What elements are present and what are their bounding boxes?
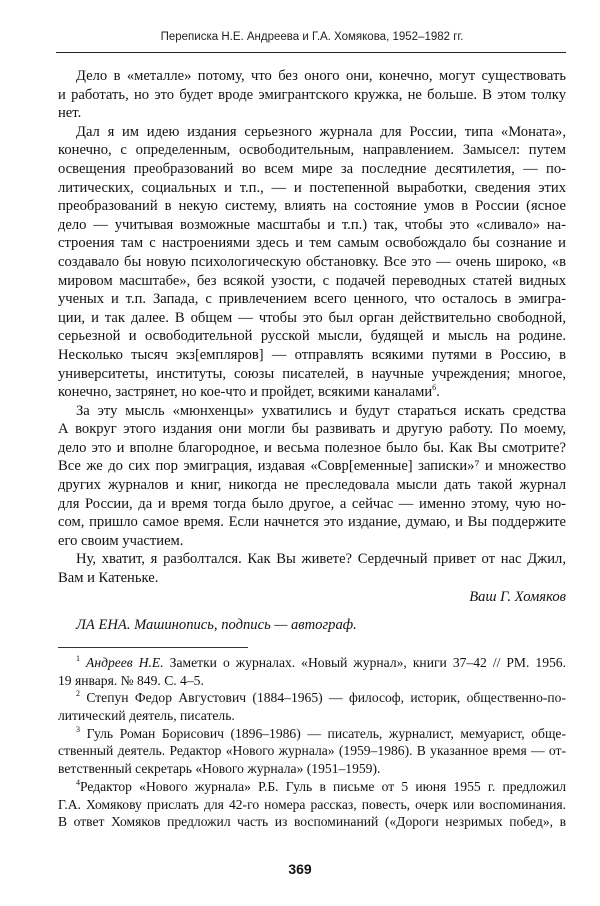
footnote	[58, 778, 566, 831]
text-line	[58, 327, 566, 346]
footnote-author: Андреев Н.Е.	[86, 655, 164, 670]
text-line	[58, 439, 566, 458]
text-line	[58, 197, 566, 216]
line-text: А вокруг этого издания они могли бы развивать и другую работу. По моему,	[58, 421, 566, 438]
line-text: дело это и вполне благородное, и весьма полезное было бы. Как Вы смотрите?	[58, 439, 566, 456]
text-line	[58, 346, 566, 365]
text-line	[58, 402, 566, 421]
footnote	[58, 689, 566, 724]
letter-body	[58, 67, 566, 635]
footnote-reference[interactable]: 6	[432, 383, 437, 393]
footnote-text: Заметки о журналах. «Новый журнал», книги 37–42 // РМ. 1956.	[163, 655, 567, 670]
line-text: Вам и Катеньке.	[58, 570, 159, 587]
footnote-text: Гуль Роман Борисович (1896–1986) — писатель, журналист, мемуарист, обще-	[80, 725, 566, 741]
text-line	[58, 309, 566, 328]
footnote	[58, 654, 566, 689]
footnote-line	[58, 689, 566, 707]
text-line	[58, 234, 566, 253]
line-text: Дело в «металле» потому, что без оного они, конечно, могут существовать	[76, 68, 566, 84]
text-line	[58, 420, 566, 439]
line-text: освещения преобразований во всем мире за последние десятилетия, — по-	[58, 160, 566, 177]
text-line	[58, 86, 566, 105]
footnote-number: 1	[76, 654, 80, 663]
line-text: конечно, с определенным, освободительным, направлением. Замысел: путем	[58, 142, 566, 159]
line-text: преобразований в некую систему, влиять на состояние умов в России (ясное	[58, 198, 566, 215]
paragraph	[58, 402, 566, 551]
line-text: Ну, хватит, я разболтался. Как Вы живете? Сердечный привет от нас Джил,	[76, 551, 566, 568]
text-line	[58, 550, 566, 569]
footnote-text: В ответ Хомяков предложил часть из воспоминаний («Дороги незримых побед», в	[58, 814, 566, 830]
line-text: За эту мысль «мюнхенцы» ухватились и будут стараться искать средства	[76, 402, 566, 419]
line-text: и работать, но это будет вроде эмигрантского кружка, не больше. В этом толку	[58, 86, 566, 103]
line-text: других журналов и книг, никогда не преследовала мысли дать такой журнал	[58, 477, 566, 494]
line-text: литических, социальных и т.п., — и постепенной выработки, сведения этих	[58, 179, 566, 196]
text-line	[58, 513, 566, 532]
text-line	[58, 160, 566, 179]
footnote-line	[58, 778, 566, 796]
footnote-line	[58, 813, 566, 831]
line-text: его своим участием.	[58, 532, 184, 549]
footnote	[58, 725, 566, 778]
footnote-text: 19 января. № 849. С. 4–5.	[58, 672, 204, 688]
footnotes	[58, 654, 566, 831]
footnote-line	[58, 742, 566, 760]
footnote-number: 3	[76, 724, 80, 734]
line-text: серьезной и освободительной русской мысли, будящей и мысль на родине.	[58, 328, 566, 345]
text-line	[58, 290, 566, 309]
line-text: ции, и так далее. В общем — чтобы это был орган действительно свободной,	[58, 309, 566, 326]
line-text: дело — учитывая возможные масштабы и т.п.) так, чтобы это «сливало» на-	[58, 216, 566, 233]
line-text: университеты, институты, союзы писателей, в научные учреждения; многое,	[58, 365, 566, 382]
footnote-line	[58, 725, 566, 743]
line-text: для России, да и время тогда было другое, а сейчас — именно этому, чую но-	[58, 495, 566, 512]
text-line	[58, 253, 566, 272]
line-text: нет.	[58, 105, 82, 122]
paragraphs	[58, 67, 566, 588]
line-text: конечно, застрянет, но кое-что и пройдет, всякими каналами	[58, 384, 433, 401]
footnote-text: Редактор «Нового журнала» Р.Б. Гуль в письме от 5 июня 1955 г. предложил	[80, 778, 566, 794]
text-line: конечно, застрянет, но кое-что и пройдет, всякими каналами$^6$.	[58, 383, 440, 401]
text-line	[58, 123, 566, 142]
line-text: строения там с настроениями здесь и тем самым освобождало бы сознание и	[58, 235, 566, 252]
footnote-number: 4	[76, 777, 80, 787]
paragraph	[58, 67, 566, 123]
footnote-number: 2	[76, 689, 80, 699]
text-line	[58, 216, 566, 235]
footnote-text: ветственный секретарь «Нового журнала» (1951–1959).	[58, 761, 381, 777]
running-header: Переписка Н.Е. Андреева и Г.А. Хомякова, 1952–1982 гг.	[160, 31, 464, 43]
line-text: Все же до сих пор эмиграция, издавая «Совр[еменные] записки»⁷ и множество	[58, 458, 566, 475]
paragraph	[58, 123, 566, 402]
line-text: Дал я им идею издания серьезного журнала для России, типа «Моната»,	[76, 123, 566, 140]
paragraph	[58, 550, 566, 587]
text-line	[58, 365, 566, 384]
line-text: сом, пришло самое время. Если начнется это издание, думаю, и Вы поддержите	[58, 514, 566, 531]
footnote-line	[58, 672, 566, 690]
footnote-text: ственный деятель. Редактор «Нового журнала» (1959–1986). В указанное время — от-	[58, 743, 566, 759]
text-line	[58, 569, 566, 588]
text-line	[58, 495, 566, 514]
text-line	[58, 179, 566, 198]
line-text: ученых и т.п. Запада, с привлечением всего ценного, что осталось в эмигра-	[58, 291, 566, 308]
footnote-line	[58, 796, 566, 814]
text-line	[58, 532, 566, 551]
footnote-text: Г.А. Хомякову прислать для 42-го номера рассказ, повесть, очерк или воспоминания.	[58, 796, 566, 812]
footnote-rule	[58, 647, 248, 648]
line-text: создавало бы новую психологическую обстановку. Все это — очень широко, «в	[58, 253, 566, 270]
text-line	[58, 141, 566, 160]
text-line	[58, 67, 566, 86]
header-rule	[56, 52, 566, 53]
line-text: Несколько тысяч экз[емпляров] — отправлять всякими путями в Россию, в	[58, 346, 566, 363]
archive-note: ЛА ЕНА. Машинопись, подпись — автограф.	[76, 617, 357, 634]
page-number: 369	[288, 861, 312, 877]
footnote-line	[58, 760, 566, 778]
text-line	[58, 272, 566, 291]
footnote-line	[58, 707, 566, 725]
footnote-text: литический деятель, писатель.	[58, 708, 235, 724]
signature: Ваш Г. Хомяков	[469, 588, 566, 605]
text-line	[58, 104, 566, 123]
footnote-text: Степун Федор Августович (1884–1965) — философ, историк, общественно-по-	[80, 690, 566, 706]
footnote-line	[58, 654, 566, 672]
text-line	[58, 457, 566, 476]
line-text: мировом масштабе», без всякой узости, с подачей переводных статей видных	[58, 272, 566, 289]
text-line	[58, 476, 566, 495]
